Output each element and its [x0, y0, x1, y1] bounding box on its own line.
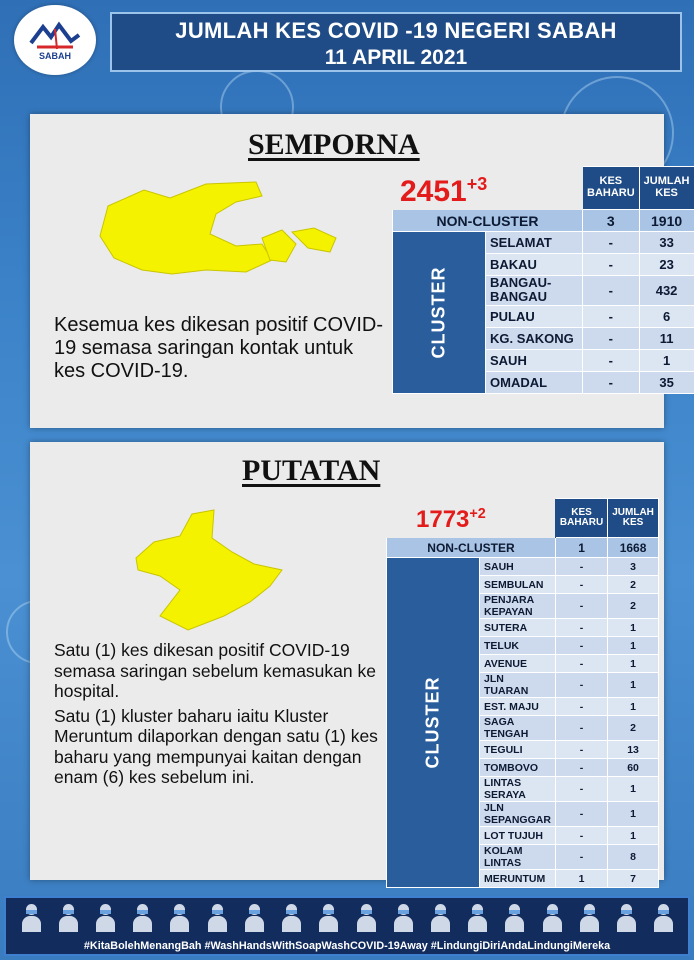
semporna-total-value: 2451: [400, 175, 467, 208]
frontliner-figure-icon: [651, 902, 675, 932]
table-row: [387, 538, 659, 558]
row-label: PULAU: [486, 305, 583, 327]
frontliner-figure-icon: [242, 902, 266, 932]
frontliner-figure-icon: [428, 902, 452, 932]
column-header-total-cases: JUMLAH KES: [639, 167, 694, 210]
row-label: SAUH: [480, 558, 556, 576]
cell-new-cases: -: [583, 305, 640, 327]
cell-total-cases: 23: [639, 254, 694, 276]
frontliner-figure-icon: [279, 902, 303, 932]
column-header-total-cases: JUMLAH KES: [608, 499, 659, 538]
column-header-new-cases: KES BAHARU: [583, 167, 640, 210]
row-label: [486, 276, 583, 306]
frontliner-figure-icon: [540, 902, 564, 932]
cell-total-cases: 7: [608, 870, 659, 888]
row-label: NON-CLUSTER: [387, 538, 556, 558]
page-date: 11 APRIL 2021: [324, 46, 468, 69]
cell-total-cases: 1: [608, 827, 659, 845]
frontliner-figure-icon: [56, 902, 80, 932]
cluster-label-text: CLUSTER: [428, 266, 449, 359]
row-label: JLN TUARAN: [480, 673, 556, 698]
cell-new-cases: 1: [555, 870, 607, 888]
row-label: KG. SAKONG: [486, 327, 583, 349]
cell-total-cases: 1: [608, 655, 659, 673]
frontliner-figure-icon: [391, 902, 415, 932]
cell-new-cases: 1: [555, 538, 607, 558]
footer-hashtags: #KitaBolehMenangBah #WashHandsWithSoapWashCOVID-19Away #LindungiDiriAndaLindungiMereka: [83, 940, 611, 952]
frontliner-figures: [6, 898, 688, 932]
cell-new-cases: -: [555, 827, 607, 845]
cell-total-cases: 1: [608, 637, 659, 655]
cell-total-cases: 1: [608, 802, 659, 827]
putatan-map: [128, 504, 288, 634]
frontliner-figure-icon: [614, 902, 638, 932]
cell-total-cases: 60: [608, 759, 659, 777]
cell-new-cases: -: [555, 558, 607, 576]
cell-total-cases: 11: [639, 327, 694, 349]
row-label: TOMBOVO: [480, 759, 556, 777]
cell-new-cases: -: [555, 619, 607, 637]
cell-new-cases: -: [555, 716, 607, 741]
frontliner-figure-icon: [502, 902, 526, 932]
semporna-case-table: [392, 166, 694, 394]
frontliner-figure-icon: [465, 902, 489, 932]
table-row: [387, 558, 659, 576]
row-label: SELAMAT: [486, 232, 583, 254]
cell-total-cases: 3: [608, 558, 659, 576]
cell-new-cases: -: [555, 759, 607, 777]
cell-new-cases: -: [555, 698, 607, 716]
semporna-map-mainland: [100, 182, 272, 274]
cell-new-cases: -: [583, 327, 640, 349]
putatan-new-cases: +2: [469, 506, 486, 522]
page-header: [110, 12, 682, 72]
sabah-health-logo-icon: [27, 19, 83, 53]
table-row: [393, 232, 694, 254]
row-label: JLN SEPANGGAR: [480, 802, 556, 827]
frontliner-figure-icon: [19, 902, 43, 932]
cell-new-cases: -: [555, 576, 607, 594]
putatan-description: [54, 640, 394, 792]
putatan-total-value: 1773: [416, 506, 470, 533]
frontliner-figure-icon: [316, 902, 340, 932]
cell-new-cases: -: [583, 276, 640, 306]
row-label: AVENUE: [480, 655, 556, 673]
cluster-side-label: [393, 232, 486, 394]
cell-new-cases: -: [555, 741, 607, 759]
row-label: BAKAU: [486, 254, 583, 276]
row-label: LOT TUJUH: [480, 827, 556, 845]
cell-total-cases: 1: [639, 349, 694, 371]
semporna-panel: [30, 114, 690, 428]
column-header-new-cases: KES BAHARU: [555, 499, 607, 538]
cell-total-cases: 2: [608, 716, 659, 741]
cell-total-cases: 13: [608, 741, 659, 759]
cell-new-cases: -: [555, 777, 607, 802]
cell-total-cases: 6: [639, 305, 694, 327]
frontliner-figure-icon: [167, 902, 191, 932]
cell-new-cases: -: [555, 673, 607, 698]
cell-new-cases: -: [555, 845, 607, 870]
footer-banner: [4, 896, 690, 956]
row-label: NON-CLUSTER: [393, 210, 583, 232]
putatan-case-table: [386, 498, 659, 888]
logo-text: SABAH: [38, 51, 71, 61]
semporna-map-island: [292, 228, 336, 252]
cell-new-cases: -: [555, 655, 607, 673]
cell-new-cases: -: [583, 371, 640, 393]
putatan-map-shape: [136, 510, 282, 630]
cell-total-cases: 1668: [608, 538, 659, 558]
cell-new-cases: -: [555, 802, 607, 827]
row-label: TEGULI: [480, 741, 556, 759]
frontliner-figure-icon: [354, 902, 378, 932]
row-label: SAUH: [486, 349, 583, 371]
row-label: SAGA TENGAH: [480, 716, 556, 741]
cell-total-cases: 1: [608, 698, 659, 716]
row-label: LINTAS SERAYA: [480, 777, 556, 802]
cell-total-cases: 33: [639, 232, 694, 254]
table-row: [393, 210, 694, 232]
cell-total-cases: 1: [608, 777, 659, 802]
semporna-new-cases: +3: [466, 174, 488, 194]
row-label-text: BANGAU-BANGAU: [490, 275, 552, 305]
cell-total-cases: 432: [639, 276, 694, 306]
cluster-label-text: CLUSTER: [422, 676, 443, 769]
putatan-description-1: Satu (1) kes dikesan positif COVID-19 semasa saringan sebelum kemasukan ke hospital.: [54, 640, 376, 701]
frontliner-figure-icon: [93, 902, 117, 932]
putatan-panel: [30, 442, 664, 885]
cell-total-cases: 8: [608, 845, 659, 870]
district-title-semporna: SEMPORNA: [248, 128, 420, 161]
district-title-putatan: PUTATAN: [242, 454, 381, 487]
cell-new-cases: 3: [583, 210, 640, 232]
cell-new-cases: -: [583, 349, 640, 371]
row-label: SUTERA: [480, 619, 556, 637]
cell-total-cases: 2: [608, 576, 659, 594]
row-label: OMADAL: [486, 371, 583, 393]
row-label: SEMBULAN: [480, 576, 556, 594]
cell-total-cases: 35: [639, 371, 694, 393]
cell-new-cases: -: [583, 232, 640, 254]
semporna-map: [86, 174, 376, 284]
putatan-description-2: Satu (1) kluster baharu iaitu Kluster Meruntum dilaporkan dengan satu (1) kes baharu yang mempunyai kaitan dengan enam (6) kes sebelum ini.: [54, 705, 378, 787]
frontliner-figure-icon: [205, 902, 229, 932]
row-label: KOLAM LINTAS: [480, 845, 556, 870]
cell-total-cases: 1: [608, 673, 659, 698]
frontliner-figure-icon: [130, 902, 154, 932]
cell-new-cases: -: [555, 637, 607, 655]
sabah-health-logo: [14, 5, 96, 75]
semporna-description: Kesemua kes dikesan positif COVID-19 semasa saringan kontak untuk kes COVID-19.: [54, 314, 384, 382]
cell-new-cases: -: [555, 594, 607, 619]
cell-total-cases: 1: [608, 619, 659, 637]
frontliner-figure-icon: [577, 902, 601, 932]
cell-total-cases: 1910: [639, 210, 694, 232]
cell-new-cases: -: [583, 254, 640, 276]
page-title: JUMLAH KES COVID -19 NEGERI SABAH: [175, 18, 617, 43]
row-label: EST. MAJU: [480, 698, 556, 716]
row-label: TELUK: [480, 637, 556, 655]
row-label: PENJARA KEPAYAN: [480, 594, 556, 619]
cell-total-cases: 2: [608, 594, 659, 619]
row-label: MERUNTUM: [480, 870, 556, 888]
cluster-side-label: [387, 558, 480, 888]
